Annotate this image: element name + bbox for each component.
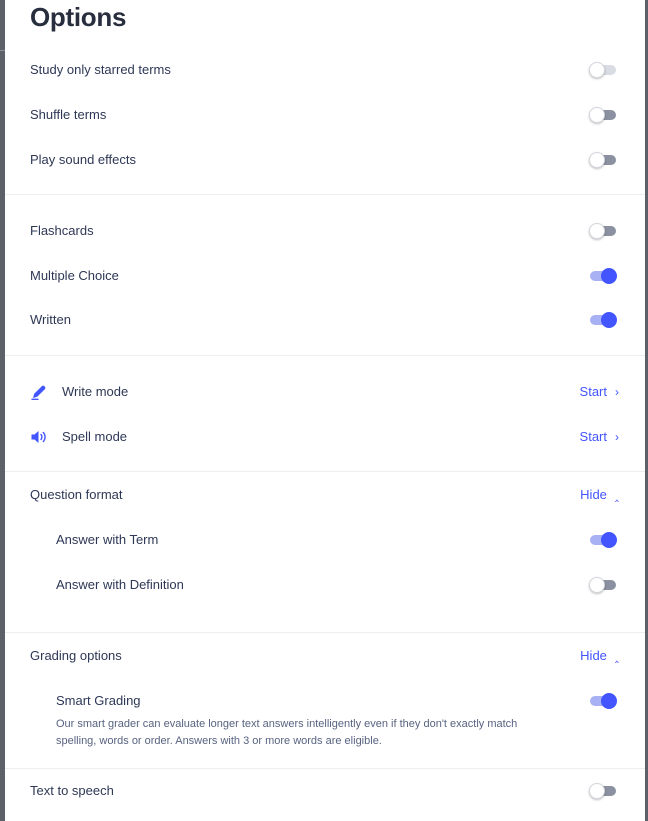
options-panel bbox=[5, 0, 645, 821]
write-mode-start-text: Start bbox=[579, 384, 607, 399]
text-to-speech-toggle[interactable] bbox=[589, 783, 617, 799]
option-row-answer-definition bbox=[5, 570, 645, 600]
spell-mode-start-link[interactable] bbox=[580, 429, 619, 444]
write-mode-start-link[interactable] bbox=[580, 384, 619, 399]
section-divider bbox=[5, 632, 645, 633]
option-row-study-starred bbox=[5, 55, 645, 85]
question-format-header bbox=[5, 480, 645, 510]
written-toggle[interactable] bbox=[589, 312, 617, 328]
written-label: Written bbox=[30, 312, 71, 327]
answer-term-label: Answer with Term bbox=[56, 532, 159, 547]
section-divider bbox=[5, 355, 645, 356]
option-row-smart-grading bbox=[5, 686, 645, 716]
text-to-speech-label: Text to speech bbox=[30, 783, 114, 798]
spell-mode-start-text: Start bbox=[579, 429, 607, 444]
option-row-multiple-choice bbox=[5, 261, 645, 291]
question-format-label: Question format bbox=[30, 487, 123, 502]
option-row-sound-effects bbox=[5, 145, 645, 175]
section-divider bbox=[5, 194, 645, 195]
question-format-hide-text: Hide bbox=[580, 487, 607, 502]
section-divider bbox=[5, 768, 645, 769]
pen-icon bbox=[30, 383, 48, 401]
option-row-text-to-speech bbox=[5, 776, 645, 806]
option-row-written bbox=[5, 305, 645, 335]
smart-grading-description: Our smart grader can evaluate longer text answers intelligently even if they don't exactly match spelling, words or order. Answers with 3 or more words are eligible. bbox=[56, 718, 518, 747]
spell-mode-row[interactable] bbox=[5, 422, 645, 452]
multiple-choice-label: Multiple Choice bbox=[30, 268, 119, 283]
section-divider bbox=[5, 471, 645, 472]
answer-definition-label: Answer with Definition bbox=[56, 577, 184, 592]
answer-term-toggle[interactable] bbox=[589, 532, 617, 548]
grading-options-hide-link[interactable] bbox=[580, 648, 619, 663]
smart-grading-toggle[interactable] bbox=[589, 693, 617, 709]
spell-mode-label: Spell mode bbox=[62, 429, 128, 444]
study-starred-label: Study only starred terms bbox=[30, 62, 171, 77]
option-row-answer-term bbox=[5, 525, 645, 555]
speaker-icon bbox=[30, 428, 48, 446]
shuffle-toggle[interactable] bbox=[589, 107, 617, 123]
write-mode-row[interactable] bbox=[5, 377, 645, 407]
flashcards-toggle[interactable] bbox=[589, 223, 617, 239]
answer-definition-toggle[interactable] bbox=[589, 577, 617, 593]
option-row-shuffle bbox=[5, 100, 645, 130]
chevron-up-icon: ‸ bbox=[614, 488, 619, 502]
study-starred-toggle[interactable] bbox=[589, 62, 617, 78]
multiple-choice-toggle[interactable] bbox=[589, 268, 617, 284]
write-mode-label: Write mode bbox=[62, 384, 129, 399]
sound-effects-label: Play sound effects bbox=[30, 152, 136, 167]
shuffle-label: Shuffle terms bbox=[30, 107, 107, 122]
option-row-flashcards bbox=[5, 216, 645, 246]
grading-options-label: Grading options bbox=[30, 648, 122, 663]
sound-effects-toggle[interactable] bbox=[589, 152, 617, 168]
chevron-right-icon: › bbox=[615, 385, 619, 399]
question-format-hide-link[interactable] bbox=[580, 487, 619, 502]
grading-options-header bbox=[5, 641, 645, 671]
flashcards-label: Flashcards bbox=[30, 223, 94, 238]
page-title: Options bbox=[30, 2, 127, 32]
smart-grading-label: Smart Grading bbox=[56, 693, 141, 708]
chevron-up-icon: ‸ bbox=[614, 649, 619, 663]
grading-options-hide-text: Hide bbox=[580, 648, 607, 663]
chevron-right-icon: › bbox=[615, 430, 619, 444]
